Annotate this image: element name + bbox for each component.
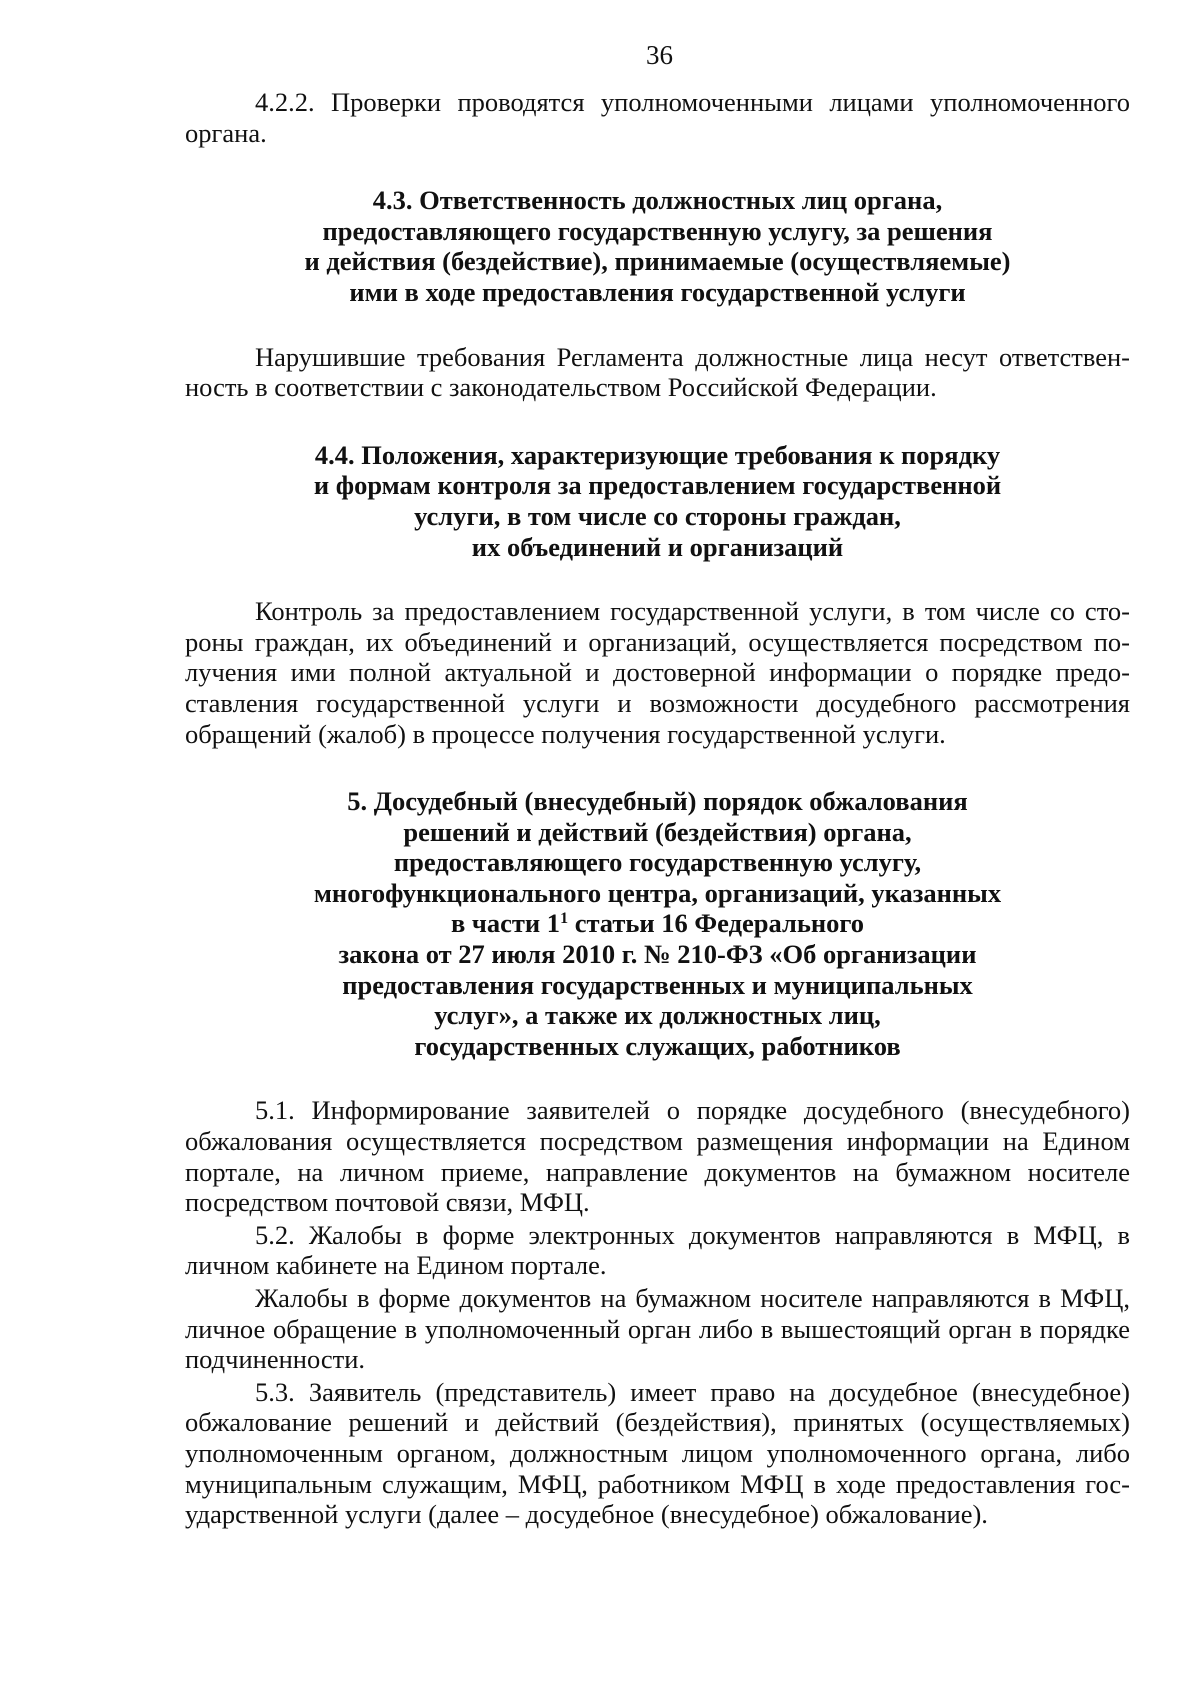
paragraph-5-2: 5.2. Жалобы в форме электронных документов направляются в МФЦ, в личном кабинете на Едином портале. [185,1219,1130,1281]
superscript-part-number: 1 [560,910,569,928]
heading-line: предоставления государственных и муниципальных [342,969,973,1000]
heading-text: в части 1 [451,908,561,939]
section-heading-5 [185,786,1130,1061]
paragraph-5-3: 5.3. Заявитель (представитель) имеет право на досудебное (внесудебное) обжалование решений и действий (бездействия), принятых (осуществляемых) уполномоченным органом, должностным лицом уполномоченного органа, либо муниципальным служащим, МФЦ, работником МФЦ в ходе предоставления государственной услуги (далее – досудебное (внесудебное) обжалование). [185,1376,1130,1530]
heading-line: государственных служащих, работников [414,1030,901,1061]
paragraph-4-4: Контроль за предоставлением государственной услуги, в том числе со стороны граждан, их объединений и организаций, осуществляется посредством получения ими полной актуальной и достоверной информации о порядке предоставления государственной услуги и возможности досудебного рассмотрения обращений (жалоб) в процессе получения государственной услуги. [185,596,1130,749]
paragraph-5-1: 5.1. Информирование заявителей о порядке досудебного (внесудебного) обжалования осуществляется посредством размещения информации на Едином портале, на личном приеме, направление документов на бумажном носителе посредством почтовой связи, МФЦ. [185,1095,1130,1218]
heading-line: закона от 27 июля 2010 г. № 210-ФЗ «Об организации [338,939,977,970]
heading-line: 4.3. Ответственность должностных лиц органа, [372,185,943,216]
heading-line: их объединений и организаций [471,531,844,562]
page-number: 36 [646,40,673,70]
heading-line: услуг», а также их должностных лиц, [434,1000,881,1031]
heading-line: и формам контроля за предоставлением государственной [313,470,1002,501]
heading-line: 5. Досудебный (внесудебный) порядок обжалования [347,786,968,817]
heading-line: и действия (бездействие), принимаемые (осуществляемые) [304,246,1011,277]
paragraph-5-2-continued: Жалобы в форме документов на бумажном носителе направляются в МФЦ, личное обращение в уполномоченный орган либо в вышестоящий орган в порядке подчиненности. [185,1283,1130,1375]
heading-line: ими в ходе предоставления государственной услуги [349,276,966,307]
heading-line: многофункционального центра, организаций, указанных [313,877,1002,908]
heading-line: услуги, в том числе со стороны граждан, [414,500,901,531]
heading-line: решений и действий (бездействия) органа, [403,816,912,847]
section-heading-4-3 [185,185,1130,307]
heading-line: предоставляющего государственную услугу, [393,847,922,878]
heading-line: 4.4. Положения, характеризующие требования к порядку [314,439,1001,470]
heading-line: предоставляющего государственную услугу, за решения [322,215,993,246]
document-page [185,40,1130,1530]
section-heading-4-4 [185,440,1130,562]
heading-text: статьи 16 Федерального [568,908,864,939]
heading-line [185,908,1130,939]
paragraph-4-3: Нарушившие требования Регламента должностные лица несут ответственность в соответствии с законодательством Российской Федерации. [185,341,1130,403]
paragraph-4-2-2: 4.2.2. Проверки проводятся уполномоченными лицами уполномоченного органа. [185,87,1130,148]
